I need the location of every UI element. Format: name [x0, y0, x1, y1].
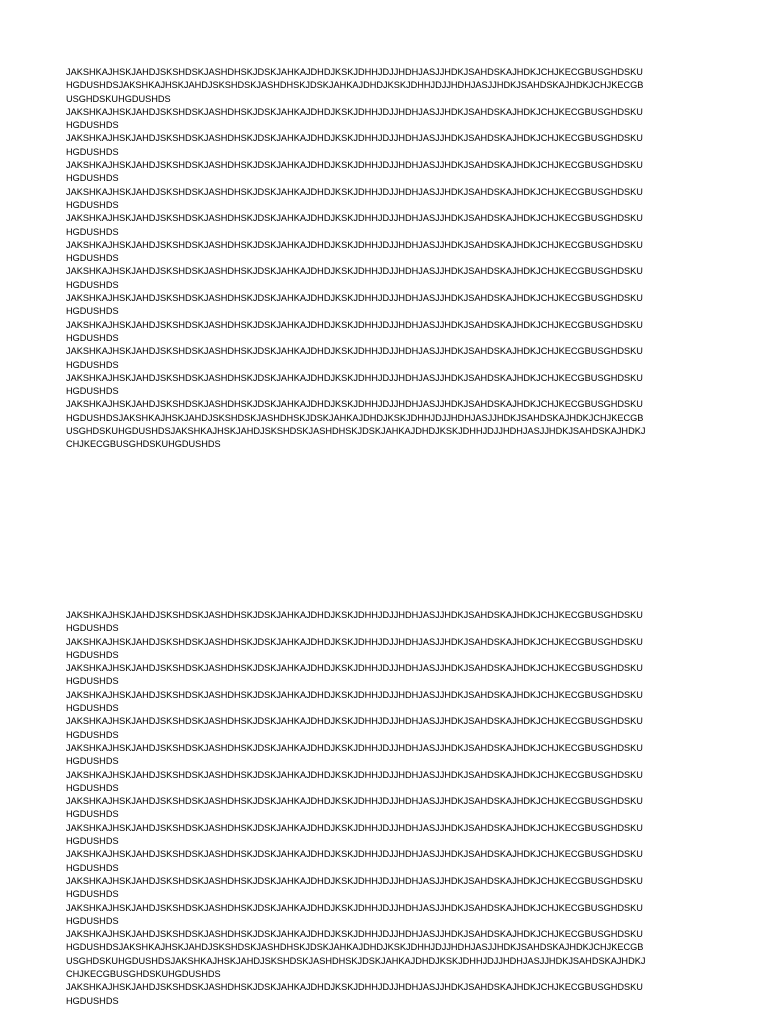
text-line: JAKSHKAJHSKJAHDJSKSHDSKJASHDHSKJDSKJAHKAJDHDJKSKJDHHJDJJHDHJASJJHDKJSAHDSKAJHDKJCHJKECGBUSGHDSKU — [66, 106, 643, 117]
text-line: HGDUSHDS — [66, 386, 119, 397]
text-line: USGHDSKUHGDUSHDSJAKSHKAJHSKJAHDJSKSHDSKJASHDHSKJDSKJAHKAJDHDJKSKJDHHJDJJHDHJASJJHDKJSAHDSKAJHDKJ — [66, 955, 646, 966]
text-line: HGDUSHDS — [66, 809, 119, 820]
text-line: HGDUSHDS — [66, 862, 119, 873]
text-line: JAKSHKAJHSKJAHDJSKSHDSKJASHDHSKJDSKJAHKAJDHDJKSKJDHHJDJJHDHJASJJHDKJSAHDSKAJHDKJCHJKECGBUSGHDSKU — [66, 636, 643, 647]
text-line: HGDUSHDS — [66, 623, 119, 634]
text-line: JAKSHKAJHSKJAHDJSKSHDSKJASHDHSKJDSKJAHKAJDHDJKSKJDHHJDJJHDHJASJJHDKJSAHDSKAJHDKJCHJKECGBUSGHDSKU — [66, 929, 643, 940]
text-line: HGDUSHDS — [66, 253, 119, 264]
text-line: JAKSHKAJHSKJAHDJSKSHDSKJASHDHSKJDSKJAHKAJDHDJKSKJDHHJDJJHDHJASJJHDKJSAHDSKAJHDKJCHJKECGBUSGHDSKU — [66, 346, 643, 357]
text-line: JAKSHKAJHSKJAHDJSKSHDSKJASHDHSKJDSKJAHKAJDHDJKSKJDHHJDJJHDHJASJJHDKJSAHDSKAJHDKJCHJKECGBUSGHDSKU — [66, 769, 643, 780]
text-line: JAKSHKAJHSKJAHDJSKSHDSKJASHDHSKJDSKJAHKAJDHDJKSKJDHHJDJJHDHJASJJHDKJSAHDSKAJHDKJCHJKECGBUSGHDSKU — [66, 67, 643, 77]
text-line: HGDUSHDS — [66, 306, 119, 317]
text-line: JAKSHKAJHSKJAHDJSKSHDSKJASHDHSKJDSKJAHKAJDHDJKSKJDHHJDJJHDHJASJJHDKJSAHDSKAJHDKJCHJKECGBUSGHDSKU — [66, 689, 643, 700]
text-line: JAKSHKAJHSKJAHDJSKSHDSKJASHDHSKJDSKJAHKAJDHDJKSKJDHHJDJJHDHJASJJHDKJSAHDSKAJHDKJCHJKECGBUSGHDSKU — [66, 875, 643, 886]
text-line: JAKSHKAJHSKJAHDJSKSHDSKJASHDHSKJDSKJAHKAJDHDJKSKJDHHJDJJHDHJASJJHDKJSAHDSKAJHDKJCHJKECGBUSGHDSKU — [66, 293, 643, 304]
text-line: HGDUSHDS — [66, 676, 119, 687]
text-line: HGDUSHDS — [66, 995, 119, 1006]
text-line: JAKSHKAJHSKJAHDJSKSHDSKJASHDHSKJDSKJAHKAJDHDJKSKJDHHJDJJHDHJASJJHDKJSAHDSKAJHDKJCHJKECGBUSGHDSKU — [66, 610, 643, 620]
text-line: JAKSHKAJHSKJAHDJSKSHDSKJASHDHSKJDSKJAHKAJDHDJKSKJDHHJDJJHDHJASJJHDKJSAHDSKAJHDKJCHJKECGBUSGHDSKU — [66, 982, 643, 993]
text-line: HGDUSHDS — [66, 332, 119, 343]
text-line: HGDUSHDS — [66, 729, 119, 740]
text-line: CHJKECGBUSGHDSKUHGDUSHDS — [66, 439, 221, 450]
text-line: JAKSHKAJHSKJAHDJSKSHDSKJASHDHSKJDSKJAHKAJDHDJKSKJDHHJDJJHDHJASJJHDKJSAHDSKAJHDKJCHJKECGBUSGHDSKU — [66, 372, 643, 383]
text-line: USGHDSKUHGDUSHDS — [66, 93, 171, 104]
text-line: JAKSHKAJHSKJAHDJSKSHDSKJASHDHSKJDSKJAHKAJDHDJKSKJDHHJDJJHDHJASJJHDKJSAHDSKAJHDKJCHJKECGBUSGHDSKU — [66, 266, 643, 277]
text-line: HGDUSHDSJAKSHKAJHSKJAHDJSKSHDSKJASHDHSKJDSKJAHKAJDHDJKSKJDHHJDJJHDHJASJJHDKJSAHDSKAJHDKJCHJKECGB — [66, 942, 644, 953]
text-line: HGDUSHDSJAKSHKAJHSKJAHDJSKSHDSKJASHDHSKJDSKJAHKAJDHDJKSKJDHHJDJJHDHJASJJHDKJSAHDSKAJHDKJCHJKECGB — [66, 80, 644, 91]
text-line: HGDUSHDS — [66, 199, 119, 210]
text-line: HGDUSHDS — [66, 703, 119, 714]
text-line: USGHDSKUHGDUSHDSJAKSHKAJHSKJAHDJSKSHDSKJASHDHSKJDSKJAHKAJDHDJKSKJDHHJDJJHDHJASJJHDKJSAHDSKAJHDKJ — [66, 426, 646, 437]
text-line: CHJKECGBUSGHDSKUHGDUSHDS — [66, 969, 221, 980]
text-line: HGDUSHDS — [66, 173, 119, 184]
text-line: JAKSHKAJHSKJAHDJSKSHDSKJASHDHSKJDSKJAHKAJDHDJKSKJDHHJDJJHDHJASJJHDKJSAHDSKAJHDKJCHJKECGBUSGHDSKU — [66, 133, 643, 144]
text-line: JAKSHKAJHSKJAHDJSKSHDSKJASHDHSKJDSKJAHKAJDHDJKSKJDHHJDJJHDHJASJJHDKJSAHDSKAJHDKJCHJKECGBUSGHDSKU — [66, 213, 643, 224]
text-line: HGDUSHDS — [66, 782, 119, 793]
text-line: HGDUSHDS — [66, 279, 119, 290]
text-line: HGDUSHDS — [66, 359, 119, 370]
text-block-1 — [66, 66, 706, 452]
text-line: HGDUSHDS — [66, 120, 119, 131]
text-line: HGDUSHDS — [66, 146, 119, 157]
text-line: JAKSHKAJHSKJAHDJSKSHDSKJASHDHSKJDSKJAHKAJDHDJKSKJDHHJDJJHDHJASJJHDKJSAHDSKAJHDKJCHJKECGBUSGHDSKU — [66, 663, 643, 674]
text-line: HGDUSHDS — [66, 226, 119, 237]
text-line: JAKSHKAJHSKJAHDJSKSHDSKJASHDHSKJDSKJAHKAJDHDJKSKJDHHJDJJHDHJASJJHDKJSAHDSKAJHDKJCHJKECGBUSGHDSKU — [66, 399, 643, 410]
text-line: JAKSHKAJHSKJAHDJSKSHDSKJASHDHSKJDSKJAHKAJDHDJKSKJDHHJDJJHDHJASJJHDKJSAHDSKAJHDKJCHJKECGBUSGHDSKU — [66, 186, 643, 197]
text-line: JAKSHKAJHSKJAHDJSKSHDSKJASHDHSKJDSKJAHKAJDHDJKSKJDHHJDJJHDHJASJJHDKJSAHDSKAJHDKJCHJKECGBUSGHDSKU — [66, 796, 643, 807]
text-line: HGDUSHDS — [66, 836, 119, 847]
text-line: JAKSHKAJHSKJAHDJSKSHDSKJASHDHSKJDSKJAHKAJDHDJKSKJDHHJDJJHDHJASJJHDKJSAHDSKAJHDKJCHJKECGBUSGHDSKU — [66, 716, 643, 727]
text-line: HGDUSHDS — [66, 649, 119, 660]
text-line: HGDUSHDSJAKSHKAJHSKJAHDJSKSHDSKJASHDHSKJDSKJAHKAJDHDJKSKJDHHJDJJHDHJASJJHDKJSAHDSKAJHDKJCHJKECGB — [66, 412, 644, 423]
text-line: HGDUSHDS — [66, 915, 119, 926]
text-line: JAKSHKAJHSKJAHDJSKSHDSKJASHDHSKJDSKJAHKAJDHDJKSKJDHHJDJJHDHJASJJHDKJSAHDSKAJHDKJCHJKECGBUSGHDSKU — [66, 160, 643, 171]
text-block-2 — [66, 609, 706, 1008]
text-line: JAKSHKAJHSKJAHDJSKSHDSKJASHDHSKJDSKJAHKAJDHDJKSKJDHHJDJJHDHJASJJHDKJSAHDSKAJHDKJCHJKECGBUSGHDSKU — [66, 319, 643, 330]
text-line: JAKSHKAJHSKJAHDJSKSHDSKJASHDHSKJDSKJAHKAJDHDJKSKJDHHJDJJHDHJASJJHDKJSAHDSKAJHDKJCHJKECGBUSGHDSKU — [66, 822, 643, 833]
text-line: JAKSHKAJHSKJAHDJSKSHDSKJASHDHSKJDSKJAHKAJDHDJKSKJDHHJDJJHDHJASJJHDKJSAHDSKAJHDKJCHJKECGBUSGHDSKU — [66, 849, 643, 860]
text-line: HGDUSHDS — [66, 756, 119, 767]
text-line: HGDUSHDS — [66, 889, 119, 900]
text-line: JAKSHKAJHSKJAHDJSKSHDSKJASHDHSKJDSKJAHKAJDHDJKSKJDHHJDJJHDHJASJJHDKJSAHDSKAJHDKJCHJKECGBUSGHDSKU — [66, 239, 643, 250]
text-line: JAKSHKAJHSKJAHDJSKSHDSKJASHDHSKJDSKJAHKAJDHDJKSKJDHHJDJJHDHJASJJHDKJSAHDSKAJHDKJCHJKECGBUSGHDSKU — [66, 742, 643, 753]
text-line: JAKSHKAJHSKJAHDJSKSHDSKJASHDHSKJDSKJAHKAJDHDJKSKJDHHJDJJHDHJASJJHDKJSAHDSKAJHDKJCHJKECGBUSGHDSKU — [66, 902, 643, 913]
